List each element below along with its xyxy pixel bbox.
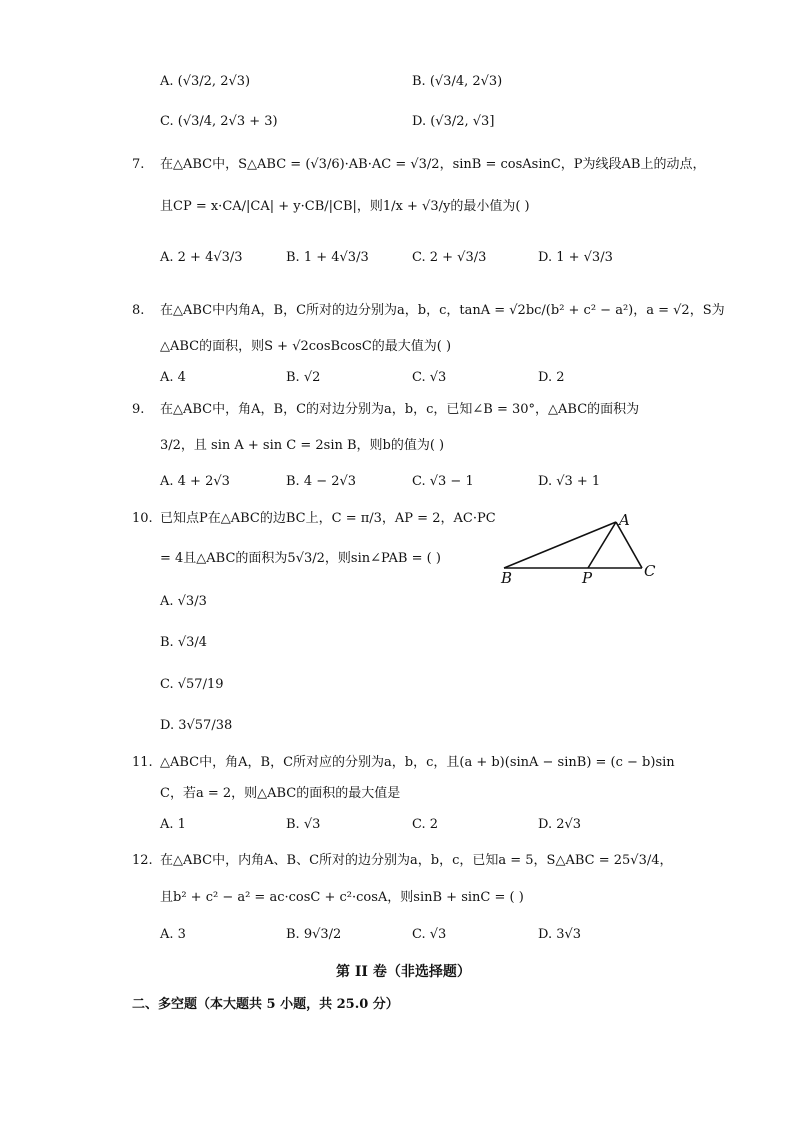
- segment-ap: [588, 522, 616, 568]
- q11-option-b: B. √3: [286, 817, 321, 832]
- q6-option-a: A. (√3/2, 2√3): [160, 74, 251, 89]
- vertex-label-b: B: [501, 569, 513, 587]
- q9-option-a: A. 4 + 2√3: [160, 474, 230, 489]
- q11-option-a: A. 1: [160, 817, 186, 832]
- q9-line-1: 在△ABC中，角A，B，C的对边分别为a，b，c，已知∠B = 30°，△ABC的面积为: [160, 402, 640, 417]
- q9-number: 9.: [132, 402, 145, 417]
- q12-line-1: 在△ABC中，内角A、B、C所对的边分别为a，b，c，已知a = 5，S△ABC = 25√3/4，: [160, 853, 673, 868]
- vertex-label-a: A: [619, 511, 630, 529]
- q8-option-d: D. 2: [538, 370, 565, 385]
- q7-option-a: A. 2 + 4√3/3: [160, 250, 243, 265]
- q8-line-2: △ABC的面积，则S + √2cosBcosC的最大值为( ): [160, 339, 452, 354]
- vertex-label-c: C: [644, 562, 656, 580]
- q6-option-d: D. (√3/2, √3]: [412, 114, 495, 129]
- q8-option-b: B. √2: [286, 370, 321, 385]
- q7-option-d: D. 1 + √3/3: [538, 250, 613, 265]
- q11-option-c: C. 2: [412, 817, 439, 832]
- part-ii-title: 第 II 卷（非选择题）: [336, 964, 471, 980]
- q11-option-d: D. 2√3: [538, 817, 582, 832]
- q10-option-a: A. √3/3: [160, 594, 207, 609]
- q12-number: 12.: [132, 853, 153, 868]
- q9-option-d: D. √3 + 1: [538, 474, 601, 489]
- q11-line-2: C，若a = 2，则△ABC的面积的最大值是: [160, 786, 401, 801]
- q11-number: 11.: [132, 755, 153, 770]
- q10-number: 10.: [132, 511, 153, 526]
- q12-option-d: D. 3√3: [538, 927, 582, 942]
- q7-line-2: 且CP = x·CA/|CA| + y·CB/|CB|，则1/x + √3/y的最小值为( ): [160, 199, 530, 214]
- q7-line-1: 在△ABC中，S△ABC = (√3/6)·AB·AC = √3/2，sinB = cosAsinC，P为线段AB上的动点，: [160, 157, 706, 172]
- q10-line-2: = 4且△ABC的面积为5√3/2，则sin∠PAB = ( ): [160, 551, 441, 566]
- q10-option-c: C. √57/19: [160, 677, 224, 692]
- q11-line-1: △ABC中，角A，B，C所对应的分别为a，b，c，且(a + b)(sinA − sinB) = (c − b)sin: [160, 755, 675, 770]
- q12-option-c: C. √3: [412, 927, 447, 942]
- q9-option-c: C. √3 − 1: [412, 474, 474, 489]
- section-two-heading: 二、多空题（本大题共 5 小题，共 25.0 分）: [132, 997, 399, 1012]
- q8-option-c: C. √3: [412, 370, 447, 385]
- q8-line-1: 在△ABC中内角A，B，C所对的边分别为a，b，c，tanA = √2bc/(b² + c² − a²)，a = √2，S为: [160, 303, 725, 318]
- q10-option-d: D. 3√57/38: [160, 718, 233, 733]
- q10-option-b: B. √3/4: [160, 635, 208, 650]
- segment-ba: [504, 522, 616, 568]
- q9-option-b: B. 4 − 2√3: [286, 474, 357, 489]
- q6-option-b: B. (√3/4, 2√3): [412, 74, 503, 89]
- q8-option-a: A. 4: [160, 370, 186, 385]
- q10-line-1: 已知点P在△ABC的边BC上，C = π/3，AP = 2，AC·PC: [160, 511, 496, 526]
- q7-option-c: C. 2 + √3/3: [412, 250, 487, 265]
- q12-line-2: 且b² + c² − a² = ac·cosC + c²·cosA，则sinB + sinC = ( ): [160, 890, 524, 905]
- point-label-p: P: [582, 569, 593, 587]
- q7-number: 7.: [132, 157, 145, 172]
- q9-line-2: 3/2，且 sin A + sin C = 2sin B，则b的值为( ): [160, 438, 445, 453]
- q7-option-b: B. 1 + 4√3/3: [286, 250, 369, 265]
- q12-option-b: B. 9√3/2: [286, 927, 342, 942]
- q8-number: 8.: [132, 303, 145, 318]
- q10-triangle-figure: [496, 506, 676, 588]
- q6-option-c: C. (√3/4, 2√3 + 3): [160, 114, 278, 129]
- q12-option-a: A. 3: [160, 927, 186, 942]
